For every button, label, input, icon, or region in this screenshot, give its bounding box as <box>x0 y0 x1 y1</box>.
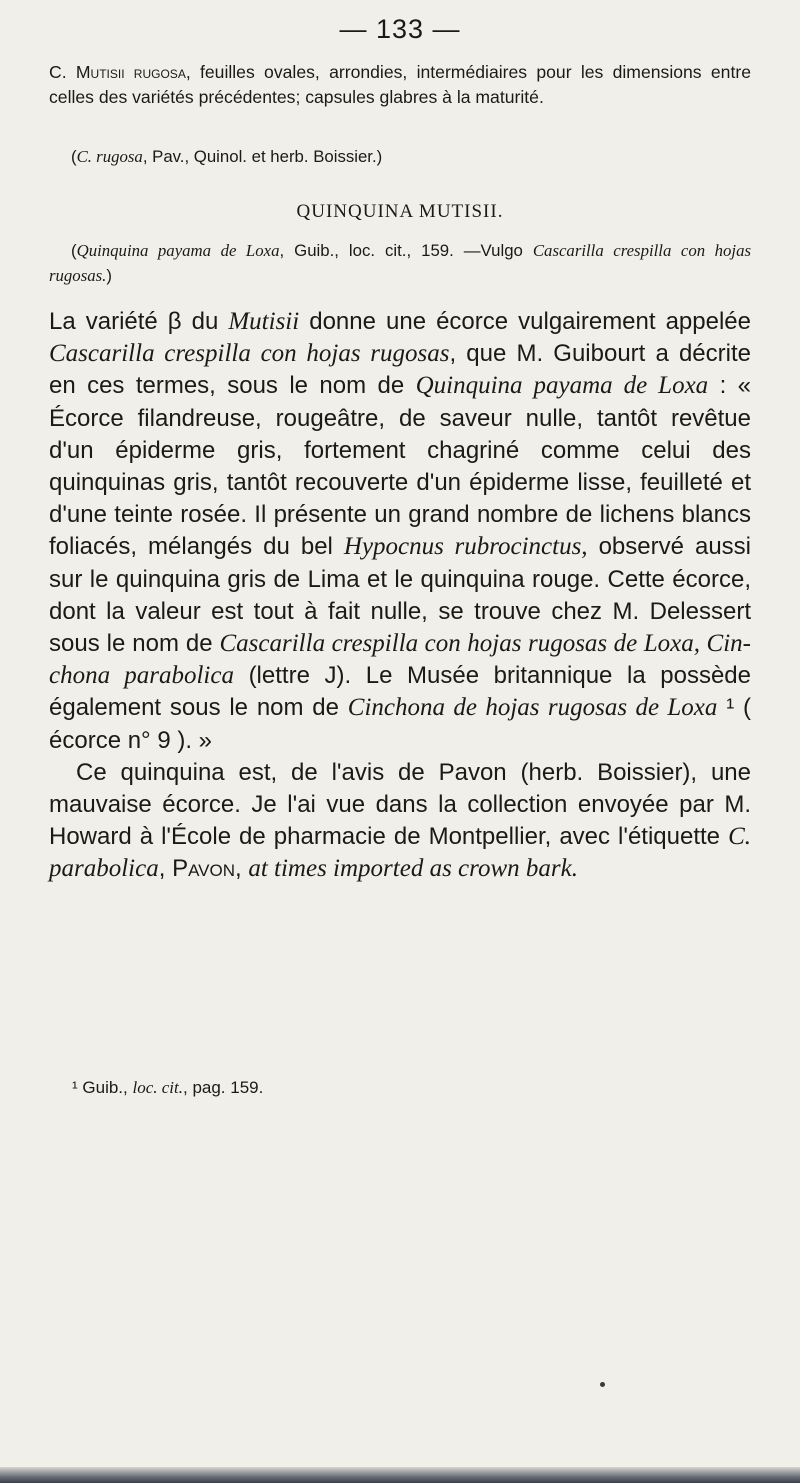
author-name: Pavon <box>172 855 235 883</box>
section-heading: QUINQUINA MUTISII. <box>296 201 504 222</box>
ref-species: C. rugosa <box>76 147 143 166</box>
footnote <box>72 1078 751 1098</box>
italic-run: Cascarilla crespilla con hojas rugosas de Loxa, Cinchona parabolica <box>49 630 751 690</box>
italic-run: Cinchona de hojas rugosas de Loxa <box>347 694 718 722</box>
text-run: (lettre J). Le Musée britannique la possède également sous le nom de <box>49 662 751 722</box>
variety-description <box>49 60 751 110</box>
reference-line <box>71 144 751 169</box>
syn-open: ( <box>71 241 77 260</box>
footnote-text: Guib., <box>82 1078 133 1097</box>
text-run: , que M. Guibourt a décrite en ces termes, sous le nom de <box>49 340 751 400</box>
main-paragraph <box>49 306 751 886</box>
text-run: , <box>235 855 249 883</box>
text-run: La variété β du <box>49 308 229 335</box>
footnote-mark: ¹ <box>72 1078 83 1097</box>
text-run: ¹ ( écorce n° 9 ). » <box>49 694 751 754</box>
text-run: observé aussi sur le quinquina gris de Lima et le quinquina rouge. Cette écorce, dont la valeur est tout à fait nulle, se trouve chez M. Delessert sous le nom de <box>49 533 752 658</box>
species-name: C. Mutisii rugosa, <box>49 62 191 82</box>
italic-run: Hypocnus rubrocinctus, <box>343 533 588 561</box>
scan-edge <box>0 1467 800 1483</box>
syn-close: ) <box>106 266 112 285</box>
text-run: Ce quinquina est, de l'avis de Pavon (herb. Boissier), une mauvaise écorce. Je l'ai vue dans la collection envoyée par M. Howard à l'École de pharmacie de Montpellier, avec l'étiquette <box>49 758 751 851</box>
ink-speck <box>600 1382 605 1387</box>
variety-description-text: feuilles ovales, arrondies, intermédiaires pour les dimensions entre celles des variétés précédentes; capsules glabres à la maturité. <box>49 62 751 107</box>
italic-run: C. parabolica <box>49 823 751 883</box>
italic-run: Cascarilla crespilla con hojas rugosas <box>49 340 450 368</box>
syn-mid: , Guib., loc. cit., 159. —Vulgo <box>279 241 533 260</box>
italic-run: Mutisii <box>228 308 300 335</box>
text-run: donne une écorce vulgairement appelée <box>299 308 751 335</box>
footnote-text: , pag. 159. <box>183 1078 264 1097</box>
italic-run: at times imported as crown bark. <box>248 855 578 883</box>
italic-run: Quinquina payama de Loxa <box>415 372 709 400</box>
text-run: : « Écorce filandreuse, rougeâtre, de saveur nulle, tantôt revêtue d'un épiderme gris, fortement chagriné comme celui des quinquinas gris, tantôt recouverte d'un épiderme lisse, feuilleté et d'une teinte rosée. Il présente un grand nombre de lichens blancs foliacés, mélangés du bel <box>49 372 751 561</box>
syn-italic-1: Quinquina payama de Loxa <box>76 241 280 260</box>
page-number: — 133 — <box>339 14 461 44</box>
ref-open: ( <box>71 147 77 166</box>
footnote-italic: loc. cit. <box>132 1078 183 1097</box>
syn-italic-2: Cascarilla crespilla con hojas rugosas. <box>49 241 751 285</box>
text-run: , <box>158 855 173 883</box>
ref-rest: , Pav., Quinol. et herb. Boissier.) <box>142 147 383 166</box>
synonym-reference <box>49 238 751 288</box>
